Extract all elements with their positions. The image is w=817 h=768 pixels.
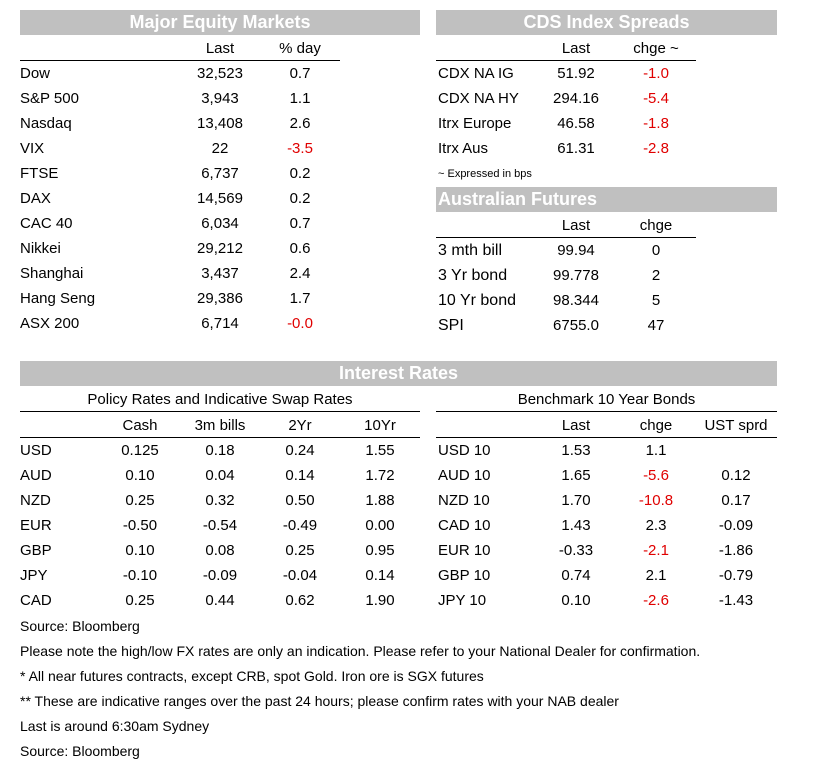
policy-rate-value: 0.24	[285, 442, 315, 459]
bonds-title-row	[436, 387, 777, 412]
equity-row	[20, 286, 420, 311]
bonds-ust-sprd: 0.17	[721, 492, 751, 509]
policy-col-header: 2Yr	[288, 417, 312, 434]
bonds-name: AUD 10	[438, 467, 491, 484]
policy-rate-value: 0.32	[205, 492, 235, 509]
cds-bps-note: ~ Expressed in bps	[438, 168, 532, 180]
futures-name: SPI	[438, 317, 464, 334]
policy-rate-value: 0.18	[205, 442, 235, 459]
bonds-last: 1.65	[561, 467, 591, 484]
equity-row	[20, 211, 420, 236]
cds-row	[436, 136, 777, 161]
cds-last: 61.31	[557, 140, 595, 157]
policy-rate-value: 0.25	[125, 592, 155, 609]
futures-chge: 5	[651, 292, 661, 309]
bonds-name: GBP 10	[438, 567, 491, 584]
policy-rate-value: 0.08	[205, 542, 235, 559]
policy-rate-value: 0.50	[285, 492, 315, 509]
cds-last: 294.16	[553, 90, 599, 107]
cds-chge: -1.0	[643, 65, 669, 82]
policy-rate-value: -0.54	[202, 517, 238, 534]
cds-spreads-header: CDS Index Spreads	[436, 10, 777, 35]
equity-pct-day: 0.7	[289, 215, 311, 232]
equity-last: 29,212	[197, 240, 243, 257]
policy-rate-value: 0.10	[125, 542, 155, 559]
bonds-row	[436, 438, 777, 463]
australian-futures-header: Australian Futures	[436, 187, 777, 212]
bonds-row	[436, 588, 777, 613]
equity-last: 6,034	[201, 215, 239, 232]
equity-name: Shanghai	[20, 265, 84, 282]
policy-rate-value: 1.90	[365, 592, 395, 609]
futures-last: 99.778	[553, 267, 599, 284]
equity-name: S&P 500	[20, 90, 79, 107]
policy-rate-value: 0.125	[121, 442, 159, 459]
equity-last: 3,437	[201, 265, 239, 282]
bonds-chge: 2.1	[645, 567, 667, 584]
footer-note: * All near futures contracts, except CRB, spot Gold. Iron ore is SGX futures	[20, 668, 484, 684]
futures-name: 10 Yr bond	[438, 292, 516, 309]
futures-chge: 47	[647, 317, 665, 334]
equity-pct-day: 2.4	[289, 265, 311, 282]
policy-col-header: Cash	[122, 417, 158, 434]
equity-pct-day: -0.0	[287, 315, 313, 332]
equity-name: Dow	[20, 65, 51, 82]
equity-row	[20, 186, 420, 211]
bonds-last: 1.43	[561, 517, 591, 534]
equity-last: 14,569	[197, 190, 243, 207]
equity-column-headers	[20, 36, 420, 61]
bonds-chge: -10.8	[638, 492, 674, 509]
policy-currency: CAD	[20, 592, 52, 609]
equity-markets-header: Major Equity Markets	[20, 10, 420, 35]
bonds-row	[436, 463, 777, 488]
bonds-chge: -2.6	[643, 592, 669, 609]
futures-row	[436, 313, 777, 338]
equity-last: 22	[211, 140, 229, 157]
cds-chge: -1.8	[643, 115, 669, 132]
bonds-name: CAD 10	[438, 517, 491, 534]
equity-name: VIX	[20, 140, 45, 157]
equity-pct-day: 2.6	[289, 115, 311, 132]
bonds-row	[436, 488, 777, 513]
policy-rate-value: -0.50	[122, 517, 158, 534]
futures-last: 98.344	[553, 292, 599, 309]
bonds-last: 0.10	[561, 592, 591, 609]
policy-rate-value: 0.25	[125, 492, 155, 509]
bonds-last: -0.33	[558, 542, 594, 559]
equity-pct-day: -3.5	[287, 140, 313, 157]
policy-currency: NZD	[20, 492, 51, 509]
equity-pct-day: 1.1	[289, 90, 311, 107]
bonds-column-headers	[436, 413, 777, 438]
equity-last: 29,386	[197, 290, 243, 307]
equity-name: Hang Seng	[20, 290, 96, 307]
bonds-ust-sprd: 0.12	[721, 467, 751, 484]
cds-chge: -5.4	[643, 90, 669, 107]
equity-row	[20, 236, 420, 261]
equity-pct-day: 1.7	[289, 290, 311, 307]
bonds-chge: 2.3	[645, 517, 667, 534]
footer-note: ** These are indicative ranges over the past 24 hours; please confirm rates with your NAB dealer	[20, 693, 619, 709]
policy-currency: JPY	[20, 567, 48, 584]
equity-name: DAX	[20, 190, 51, 207]
bonds-name: JPY 10	[438, 592, 487, 609]
cds-col-last: Last	[561, 40, 591, 57]
equity-pct-day: 0.2	[289, 190, 311, 207]
policy-rate-value: 0.25	[285, 542, 315, 559]
cds-name: Itrx Aus	[438, 140, 489, 157]
equity-row	[20, 61, 420, 86]
bonds-col-header: UST sprd	[704, 417, 768, 434]
footer-note: Source: Bloomberg	[20, 618, 140, 634]
futures-column-headers	[436, 213, 777, 238]
equity-last: 6,714	[201, 315, 239, 332]
footer-note: Last is around 6:30am Sydney	[20, 718, 210, 734]
policy-row	[20, 588, 420, 613]
equity-col-pct-day: % day	[279, 40, 321, 57]
interest-rates-header: Interest Rates	[20, 361, 777, 386]
bonds-title: Benchmark 10 Year Bonds	[517, 391, 696, 408]
equity-row	[20, 261, 420, 286]
bonds-col-header: Last	[561, 417, 591, 434]
equity-last: 32,523	[197, 65, 243, 82]
policy-rate-value: 0.00	[365, 517, 395, 534]
equity-name: Nasdaq	[20, 115, 72, 132]
bonds-row	[436, 538, 777, 563]
bonds-last: 0.74	[561, 567, 591, 584]
bonds-ust-sprd: -1.43	[718, 592, 754, 609]
bonds-chge: -5.6	[643, 467, 669, 484]
futures-row	[436, 263, 777, 288]
cds-row	[436, 61, 777, 86]
cds-row	[436, 111, 777, 136]
bonds-chge: -2.1	[643, 542, 669, 559]
policy-rate-value: 0.10	[125, 467, 155, 484]
equity-row	[20, 111, 420, 136]
equity-pct-day: 0.7	[289, 65, 311, 82]
equity-row	[20, 136, 420, 161]
policy-rate-value: 0.14	[285, 467, 315, 484]
equity-name: ASX 200	[20, 315, 80, 332]
cds-column-headers	[436, 36, 777, 61]
equity-name: FTSE	[20, 165, 59, 182]
bonds-last: 1.53	[561, 442, 591, 459]
futures-col-chge: chge	[639, 217, 673, 234]
policy-row	[20, 463, 420, 488]
policy-currency: AUD	[20, 467, 52, 484]
policy-row	[20, 513, 420, 538]
equity-row	[20, 311, 420, 336]
policy-rate-value: 0.95	[365, 542, 395, 559]
policy-rate-value: 1.72	[365, 467, 395, 484]
futures-chge: 0	[651, 242, 661, 259]
cds-col-chge: chge ~	[633, 40, 679, 57]
policy-col-header: 3m bills	[194, 417, 246, 434]
policy-row	[20, 438, 420, 463]
policy-rate-value: 0.14	[365, 567, 395, 584]
policy-rates-title-row	[20, 387, 420, 412]
cds-last: 51.92	[557, 65, 595, 82]
policy-rate-value: 0.04	[205, 467, 235, 484]
bonds-chge: 1.1	[645, 442, 667, 459]
bonds-col-header: chge	[639, 417, 673, 434]
bonds-title-rule	[436, 411, 777, 412]
futures-name: 3 mth bill	[438, 242, 503, 259]
cds-row	[436, 86, 777, 111]
equity-pct-day: 0.6	[289, 240, 311, 257]
futures-chge: 2	[651, 267, 661, 284]
futures-last: 99.94	[557, 242, 595, 259]
policy-currency: EUR	[20, 517, 52, 534]
policy-rates-title: Policy Rates and Indicative Swap Rates	[87, 391, 353, 408]
policy-rate-value: -0.04	[282, 567, 318, 584]
policy-rate-value: 1.55	[365, 442, 395, 459]
bonds-name: NZD 10	[438, 492, 490, 509]
equity-last: 3,943	[201, 90, 239, 107]
futures-col-last: Last	[561, 217, 591, 234]
cds-last: 46.58	[557, 115, 595, 132]
policy-column-headers	[20, 413, 420, 438]
policy-row	[20, 563, 420, 588]
cds-chge: -2.8	[643, 140, 669, 157]
bonds-name: EUR 10	[438, 542, 491, 559]
policy-currency: USD	[20, 442, 52, 459]
equity-name: Nikkei	[20, 240, 61, 257]
futures-last: 6755.0	[553, 317, 599, 334]
policy-rate-value: -0.10	[122, 567, 158, 584]
bonds-last: 1.70	[561, 492, 591, 509]
policy-currency: GBP	[20, 542, 52, 559]
policy-rate-value: 0.62	[285, 592, 315, 609]
equity-col-last: Last	[205, 40, 235, 57]
policy-rate-value: 0.44	[205, 592, 235, 609]
bonds-row	[436, 513, 777, 538]
policy-row	[20, 538, 420, 563]
equity-row	[20, 86, 420, 111]
bonds-ust-sprd: -0.09	[718, 517, 754, 534]
cds-name: CDX NA HY	[438, 90, 519, 107]
policy-title-rule	[20, 411, 420, 412]
equity-row	[20, 161, 420, 186]
cds-name: CDX NA IG	[438, 65, 514, 82]
equity-pct-day: 0.2	[289, 165, 311, 182]
futures-name: 3 Yr bond	[438, 267, 508, 284]
policy-col-header: 10Yr	[364, 417, 396, 434]
policy-row	[20, 488, 420, 513]
equity-last: 13,408	[197, 115, 243, 132]
policy-rate-value: -0.09	[202, 567, 238, 584]
policy-rate-value: -0.49	[282, 517, 318, 534]
cds-name: Itrx Europe	[438, 115, 512, 132]
equity-last: 6,737	[201, 165, 239, 182]
equity-name: CAC 40	[20, 215, 73, 232]
futures-row	[436, 288, 777, 313]
bonds-ust-sprd: -1.86	[718, 542, 754, 559]
footer-note: Please note the high/low FX rates are only an indication. Please refer to your National Dealer for confirmation.	[20, 643, 701, 659]
futures-row	[436, 238, 777, 263]
bonds-ust-sprd: -0.79	[718, 567, 754, 584]
bonds-name: USD 10	[438, 442, 491, 459]
footer-note: Source: Bloomberg	[20, 743, 140, 759]
policy-rate-value: 1.88	[365, 492, 395, 509]
bonds-row	[436, 563, 777, 588]
